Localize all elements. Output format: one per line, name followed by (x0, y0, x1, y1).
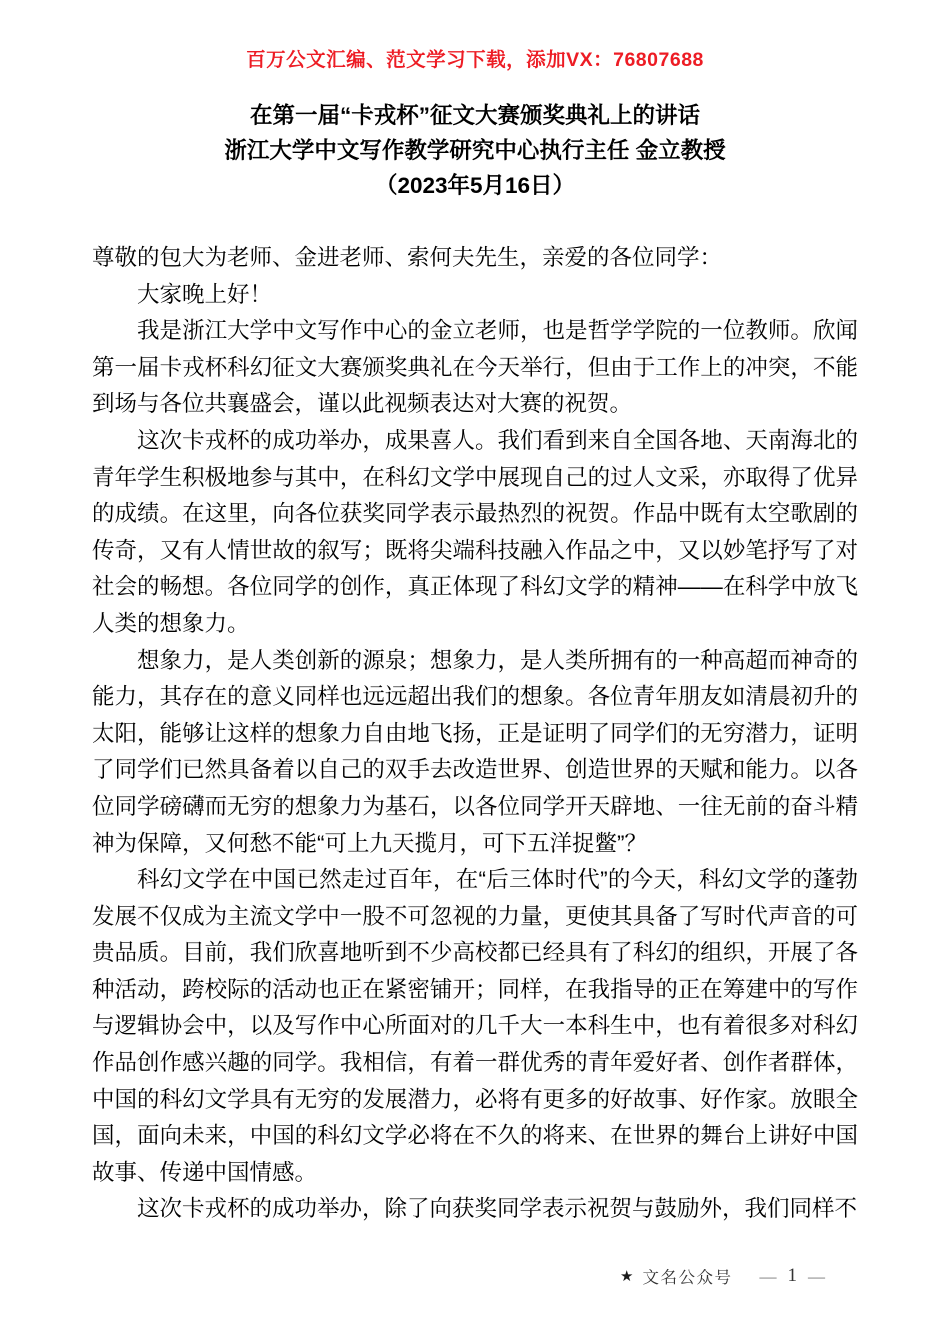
page-number: 1 (787, 1265, 797, 1286)
paragraph-6: 科幻文学在中国已然走过百年，在“后三体时代”的今天，科幻文学的蓬勃发展不仅成为主流文学中一股不可忽视的力量，更使其具备了写时代声音的可贵品质。目前，我们欣喜地听到不少高校都已经具有了科幻的组织，开展了各种活动，跨校际的活动也正在紧密铺开；同样，在我指导的正在筹建中的写作与逻辑协会中，以及写作中心所面对的几千大一本科生中，也有着很多对科幻作品创作感兴趣的同学。我相信，有着一群优秀的青年爱好者、创作者群体，中国的科幻文学具有无穷的发展潜力，必将有更多的好故事、好作家。放眼全国，面向未来，中国的科幻文学必将在不久的将来、在世界的舞台上讲好中国故事、传递中国情感。 (92, 867, 858, 1185)
page-number-group (748, 1265, 836, 1287)
page-footer (620, 1264, 836, 1288)
page-dash-left: — (759, 1266, 777, 1286)
paragraph-1: 尊敬的包大为老师、金进老师、索何夫先生，亲爱的各位同学： (92, 245, 723, 270)
paragraph-5: 想象力，是人类创新的源泉；想象力，是人类所拥有的一种高超而神奇的能力，其存在的意义同样也远远超出我们的想象。各位青年朋友如清晨初升的太阳，能够让这样的想象力自由地飞扬，正是证明了同学们的无穷潜力，证明了同学们已然具备着以自己的双手去改造世界、创造世界的天赋和能力。以各位同学磅礴而无穷的想象力为基石，以各位同学开天辟地、一往无前的奋斗精神为保障，又何愁不能“可上九天揽月，可下五洋捉鳖”？ (92, 647, 858, 856)
document-body (92, 240, 858, 1228)
document-author-line: 浙江大学中文写作教学研究中心执行主任 金立教授 (224, 138, 726, 163)
star-icon: ★ (620, 1267, 634, 1285)
document-date: （2023年5月16日） (374, 173, 576, 198)
paragraph-2: 大家晚上好！ (137, 281, 273, 307)
page-dash-right: — (807, 1266, 825, 1286)
document-title: 在第一届“卡戎杯”征文大赛颁奖典礼上的讲话 (249, 103, 700, 128)
paragraph-4: 这次卡戎杯的成功举办，成果喜人。我们看到来自全国各地、天南海北的青年学生积极地参与其中，在科幻文学中展现自己的过人文采，亦取得了优异的成绩。在这里，向各位获奖同学表示最热烈的祝贺。作品中既有太空歌剧的传奇，又有人情世故的叙写；既将尖端科技融入作品之中，又以妙笔抒写了对社会的畅想。各位同学的创作，真正体现了科幻文学的精神——在科学中放飞人类的想象力。 (92, 427, 858, 636)
paragraph-3: 我是浙江大学中文写作中心的金立老师，也是哲学学院的一位教师。欣闻第一届卡戎杯科幻征文大赛颁奖典礼在今天举行，但由于工作上的冲突，不能到场与各位共襄盛会，谨以此视频表达对大赛的祝贺。 (92, 318, 858, 417)
footer-label: 文名公众号 (642, 1268, 733, 1287)
title-block (0, 98, 950, 203)
paragraph-7: 这次卡戎杯的成功举办，除了向获奖同学表示祝贺与鼓励外，我们同样不 (137, 1196, 858, 1222)
promo-banner: 百万公文汇编、范文学习下载，添加VX：76807688 (246, 49, 704, 71)
